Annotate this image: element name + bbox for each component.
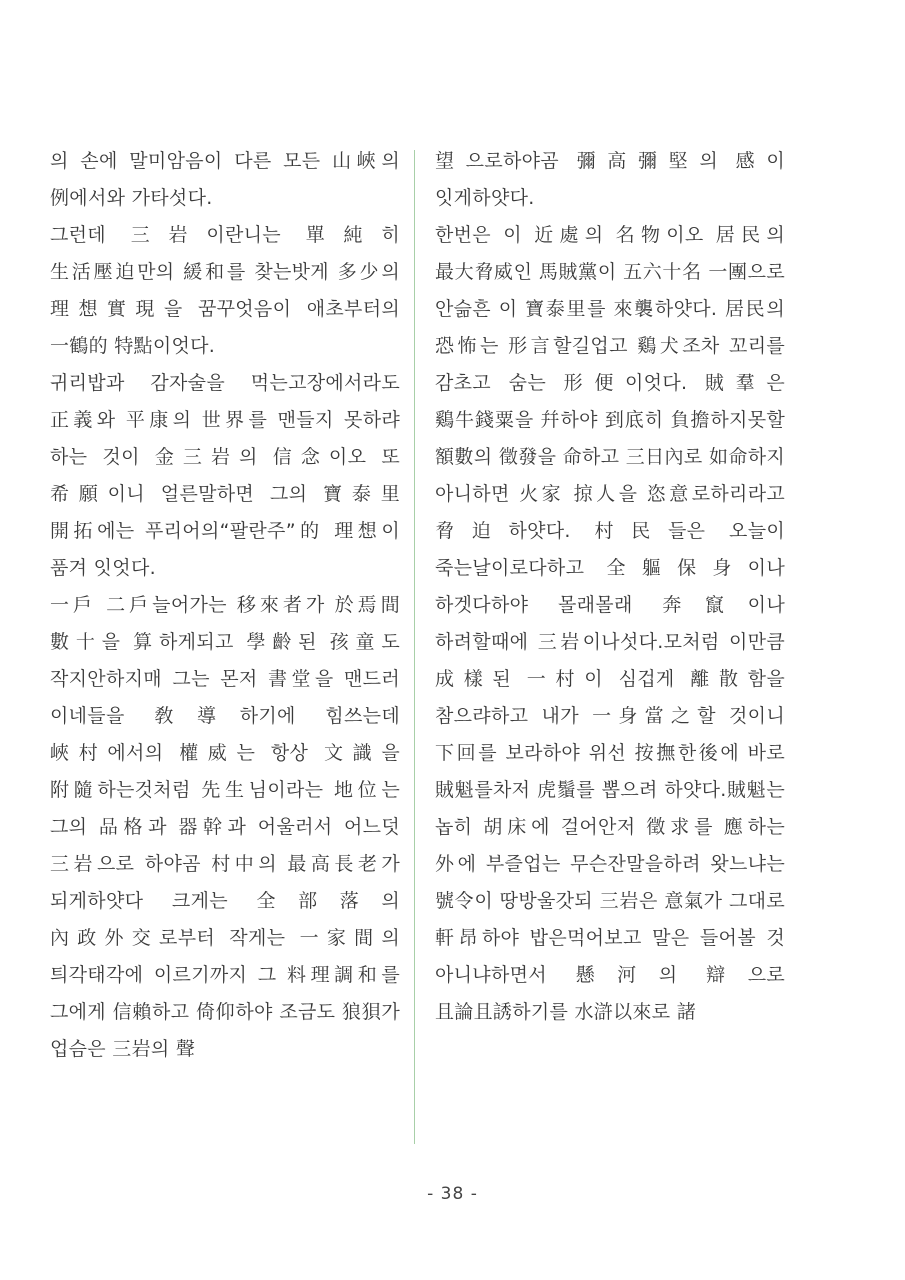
column-divider <box>414 150 415 1144</box>
paragraph: 一戶 二戶늘어가는 移來者가 於焉間 數十을 算하게되고 學齡된 孩童도 작지안하지매 그는 몬저 書堂을 맨드러 이네들을 敎導하기에 힘쓰는데 峽村에서의 權威는 항상 文識을 附隨하는것처럼 先生님이라는 地位는 그의 品格과 器幹과 어울러서 어느덧 三岩으로 하야곰 村中의 最高長老가 되게하얏다 크게는 全部落의 內政外交로부터 작게는 一家間의 틔각태각에 이르기까지 그 料理調和를 그에게 信賴하고 倚仰하야 조금도 狼狽가 업슴은 三岩의 聲 <box>50 594 400 1060</box>
right-text-column <box>435 143 785 1031</box>
paragraph: 望으로하야곰 彌高彌堅의 感이 잇게하얏다. <box>435 150 785 209</box>
page-number: - 38 - <box>427 1184 478 1204</box>
paragraph: 귀리밥과 감자술을 먹는고장에서라도 正義와 平康의 世界를 맨들지 못하랴 하는 것이 金三岩의 信念이오 또 希願이니 얼른말하면 그의 寶泰里 開拓에는 푸리어의“팔란주”的 理想이 품겨 잇엇다. <box>50 372 400 579</box>
paragraph: 그런데 三岩이란니는 單純히 生活壓迫만의 緩和를 찾는밧게 多少의 理想實現을 꿈꾸엇음이 애초부터의 一鶴的 特點이엇다. <box>50 224 400 357</box>
left-text-column <box>50 143 400 1068</box>
paragraph: 의 손에 말미암음이 다른 모든 山峽의 例에서와 가타섯다. <box>50 150 400 209</box>
paragraph: 한번은 이 近處의 名物이오 居民의 最大脅威인 馬賊黨이 五六十名 一團으로 안슮흔 이 寶泰里를 來襲하얏다. 居民의 恐怖는 形言할길업고 鷄犬조차 꼬리를 감초고 숨는 形便이엇다. 賊羣은 鷄牛錢粟을 幷하야 到底히 負擔하지못할 額數의 徵發을 命하고 三日內로 如命하지 아니하면 火家 掠人을 恣意로하리라고 脅迫하얏다. 村民들은 오늘이 죽는날이로다하고 全軀保身이나 하겟다하야 몰래몰래 奔竄이나 하려할때에 三岩이나섯다.모처럼 이만큼 成樣된 一村이 심겁게 離散함을 참으랴하고 내가 一身當之할 것이니 下回를 보라하야 위선 按撫한後에 바로 賊魁를차저 虎鬚를 뽑으려 하얏다.賊魁는 놉히 胡床에 걸어안저 徵求를 應하는 外에 부즐업는 무슨잔말을하려 왓느냐는 號令이 땅방울갓되 三岩은 意氣가 그대로 軒昂하야 밥은먹어보고 말은 들어볼 것 아니냐하면서 懸河의 辯으로 且論且誘하기를 水滸以來로 諸 <box>435 224 785 1023</box>
